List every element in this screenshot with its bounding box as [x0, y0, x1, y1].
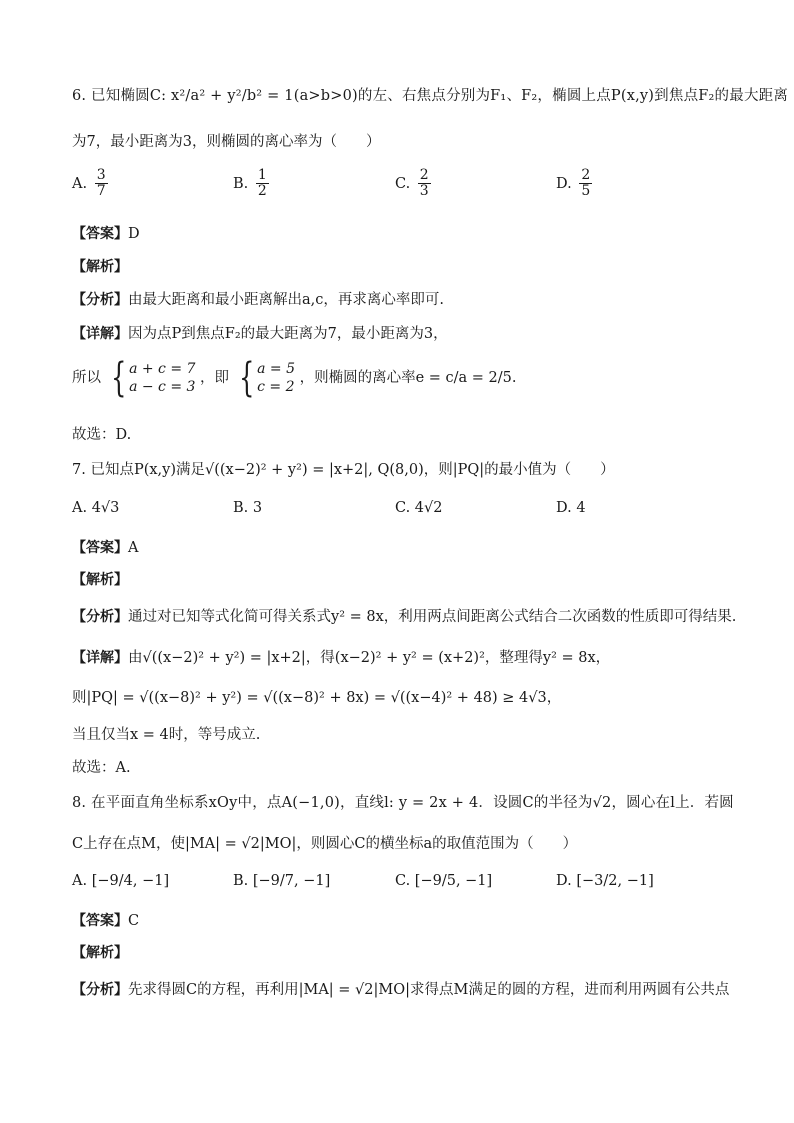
q6-stem-line2: 为7，最小距离为3，则椭圆的离心率为（ ） — [72, 134, 381, 150]
q8-option-d: D. [−3/2, −1] — [556, 873, 654, 889]
q7-answer: 【答案】A — [72, 540, 139, 556]
q7-xiangjie-line1: 【详解】由√((x−2)² + y²) = |x+2|，得(x−2)² + y² = (x+2)²，整理得y² = 8x， — [72, 650, 611, 666]
q6-xiangjie-line1: 【详解】因为点P到焦点F₂的最大距离为7，最小距离为3， — [72, 326, 448, 342]
q6-option-a: A. $\frac{3}{7}$ — [72, 167, 106, 200]
q7-xiangjie-line2: 则|PQ| = √((x−8)² + y²) = √((x−8)² + 8x) = √((x−4)² + 48) ≥ 4√3， — [72, 690, 562, 706]
q6-option-d: D. $\frac{2}{5}$ — [556, 167, 591, 200]
q6-analysis-heading: 【解析】 — [72, 259, 128, 275]
q7-option-d: D. 4 — [556, 500, 586, 516]
q8-option-c: C. [−9/5, −1] — [395, 873, 493, 889]
q8-option-b: B. [−9/7, −1] — [233, 873, 331, 889]
q7-option-a: A. 4√3 — [72, 500, 120, 516]
q7-option-c: C. 4√2 — [395, 500, 443, 516]
q7-choice: 故选：A. — [72, 760, 131, 776]
q8-answer: 【答案】C — [72, 913, 140, 929]
q6-answer: 【答案】D — [72, 226, 140, 242]
q6-stem-line1: 6. 已知椭圆C: x²/a² + y²/b² = 1(a>b>0)的左、右焦点分别为F₁、F₂，椭圆上点P(x,y)到焦点F₂的最大距离 — [72, 88, 789, 104]
q7-xiangjie-line3: 当且仅当x = 4时，等号成立. — [72, 727, 261, 743]
q8-analysis-heading: 【解析】 — [72, 945, 128, 961]
q8-option-a: A. [−9/4, −1] — [72, 873, 170, 889]
q6-option-c: C. $\frac{2}{3}$ — [395, 167, 429, 200]
q7-fenxi: 【分析】通过对已知等式化简可得关系式y² = 8x，利用两点间距离公式结合二次函数的性质即可得结果. — [72, 609, 737, 625]
q6-equation-system: 所以 { a + c = 7 a − c = 3 ，即 { a = 5 c = 2 ，则椭圆的离心率e = c/a = 2/5. — [72, 355, 517, 401]
q8-stem-line1: 8. 在平面直角坐标系xOy中，点A(−1,0)，直线l: y = 2x + 4．设圆C的半径为√2，圆心在l上．若圆 — [72, 795, 734, 811]
q8-stem-line2: C上存在点M，使|MA| = √2|MO|，则圆心C的横坐标a的取值范围为（ ） — [72, 836, 578, 852]
q7-analysis-heading: 【解析】 — [72, 572, 128, 588]
q7-stem: 7. 已知点P(x,y)满足√((x−2)² + y²) = |x+2|, Q(8,0)，则|PQ|的最小值为（ ） — [72, 462, 615, 478]
q6-choice: 故选：D. — [72, 427, 132, 443]
q8-fenxi: 【分析】先求得圆C的方程，再利用|MA| = √2|MO|求得点M满足的圆的方程，进而利用两圆有公共点 — [72, 982, 730, 998]
q7-option-b: B. 3 — [233, 500, 263, 516]
q6-fenxi: 【分析】由最大距离和最小距离解出a,c，再求离心率即可. — [72, 292, 444, 308]
q6-option-b: B. $\frac{1}{2}$ — [233, 167, 267, 200]
